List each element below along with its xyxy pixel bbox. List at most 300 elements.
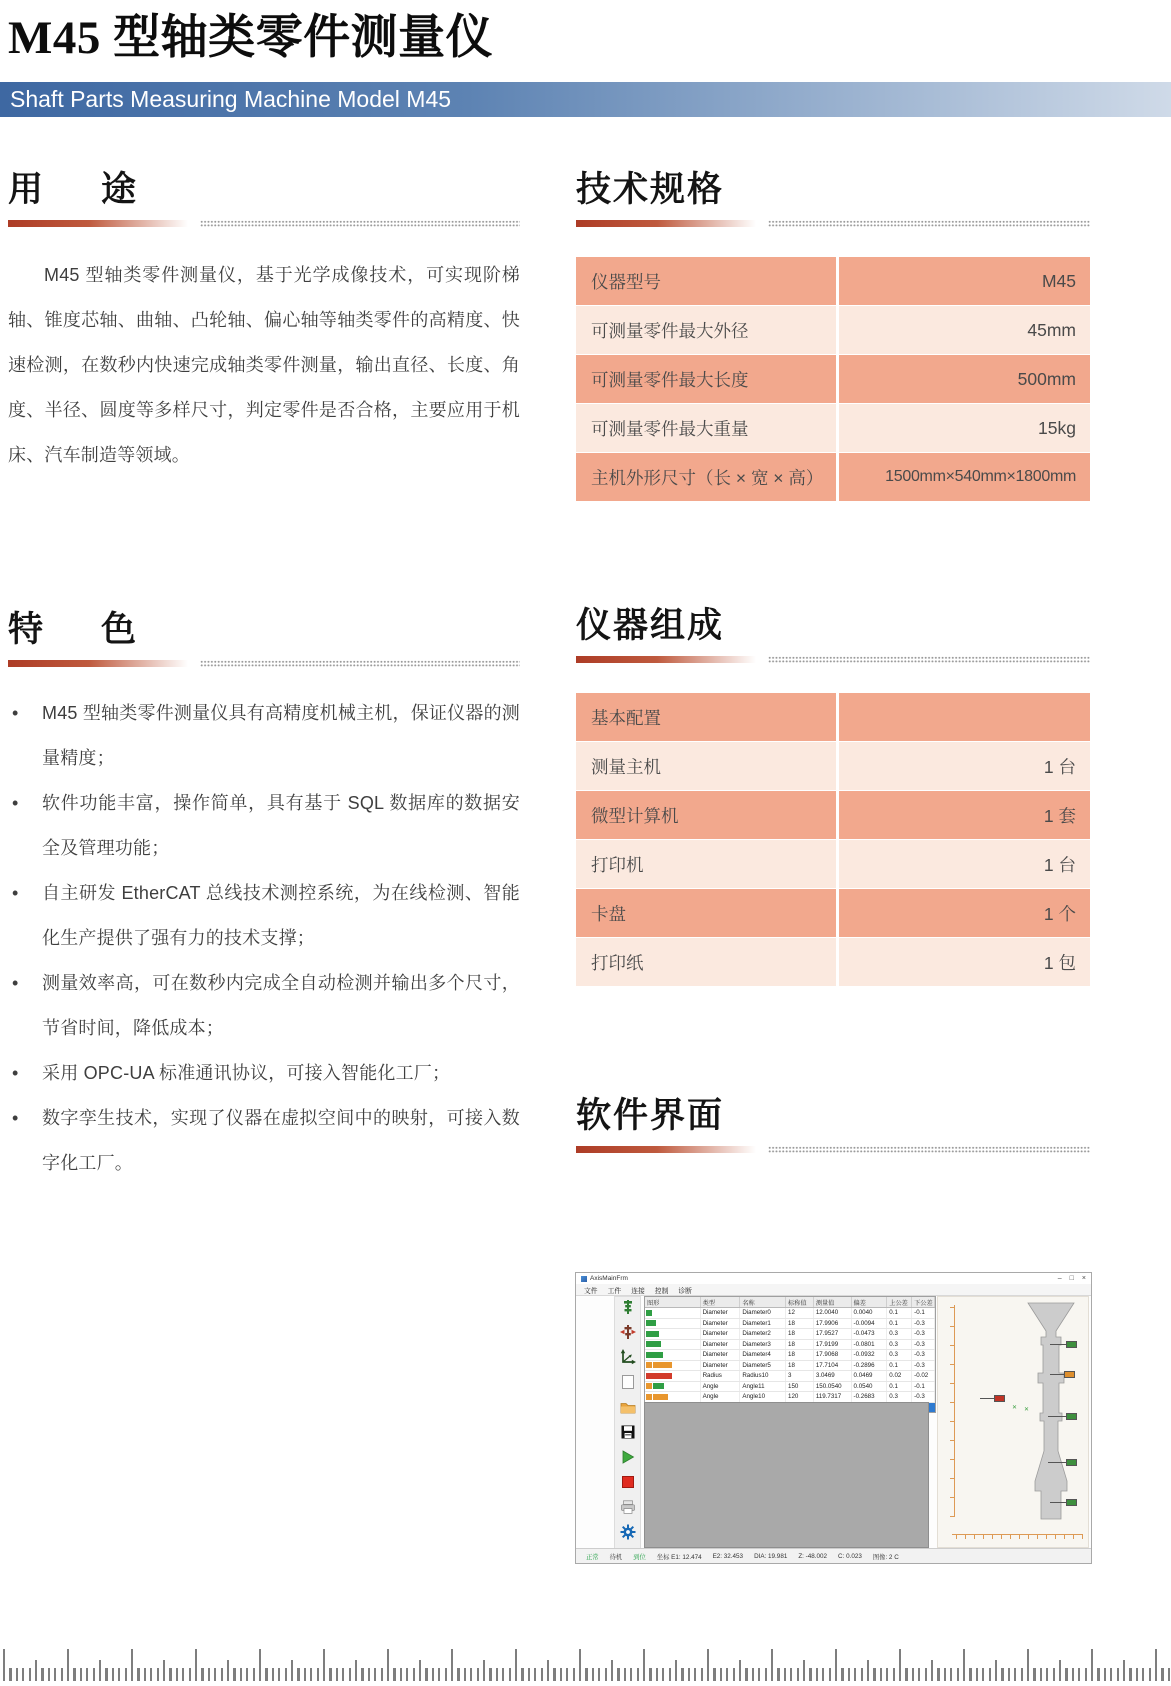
bullet-icon: • — [12, 1108, 19, 1128]
ruler-tick — [41, 1668, 43, 1681]
ruler-tick — [694, 1668, 696, 1681]
ruler-tick — [329, 1668, 331, 1681]
row-label: 主机外形尺寸（长 × 宽 × 高） — [576, 453, 836, 501]
dimension-line — [1050, 1502, 1066, 1503]
ruler-tick — [541, 1668, 543, 1681]
ruler-tick — [400, 1668, 402, 1681]
feature-text: M45 型轴类零件测量仪具有高精度机械主机，保证仪器的测量精度； — [42, 703, 520, 768]
y-axis-tick — [950, 1326, 955, 1327]
x-axis-tick — [983, 1534, 984, 1539]
nominal-cell: 18 — [786, 1350, 814, 1360]
measured-cell: 12.0040 — [814, 1308, 852, 1318]
table-row — [576, 938, 1090, 986]
deviation-bar — [653, 1383, 664, 1389]
specs-rule — [576, 219, 1090, 227]
ruler-tick — [35, 1660, 37, 1681]
row-label: 可测量零件最大重量 — [576, 404, 836, 452]
bullet-icon: • — [12, 883, 19, 903]
measurement-row[interactable] — [645, 1340, 935, 1351]
y-axis-tick — [950, 1421, 955, 1422]
ruler-tick — [342, 1668, 344, 1681]
ruler-tick — [406, 1668, 408, 1681]
shaft-align-icon[interactable] — [620, 1324, 636, 1340]
ruler-tick — [1097, 1668, 1099, 1681]
ruler-tick — [643, 1649, 645, 1681]
dimension-line — [980, 1398, 994, 1399]
specs-title: 技术规格 — [576, 170, 725, 209]
upper-tol-cell: 0.1 — [887, 1361, 912, 1371]
column-header: 名称 — [740, 1297, 786, 1307]
x-axis-tick — [956, 1534, 957, 1539]
ruler-tick — [208, 1668, 210, 1681]
ruler-tick — [483, 1660, 485, 1681]
dimension-badge-green — [1066, 1413, 1077, 1420]
ruler-tick — [1046, 1668, 1048, 1681]
ruler-tick — [99, 1660, 101, 1681]
ruler-tick — [240, 1668, 242, 1681]
ruler-tick — [393, 1668, 395, 1681]
nominal-cell: 18 — [786, 1340, 814, 1350]
bullet-icon: • — [12, 973, 19, 993]
ruler-tick — [253, 1668, 255, 1681]
x-axis-tick — [1010, 1534, 1011, 1539]
dimension-line — [1050, 1344, 1066, 1345]
deviation-cell: -0.0473 — [852, 1329, 888, 1339]
ruler-tick — [67, 1649, 69, 1681]
features-title-char1: 特 — [8, 610, 44, 649]
section-features — [8, 608, 520, 1186]
section-specs — [576, 168, 1090, 502]
deviation-bar — [646, 1341, 661, 1347]
ruler-tick — [48, 1668, 50, 1681]
window-buttons — [1058, 1275, 1086, 1282]
deviation-bar-cell — [645, 1329, 701, 1339]
ruler-tick — [1117, 1668, 1119, 1681]
lower-tol-cell: -0.3 — [912, 1361, 935, 1371]
ruler-tick — [758, 1668, 760, 1681]
deviation-bar — [646, 1373, 672, 1379]
ruler-tick — [29, 1668, 31, 1681]
x-axis-tick — [992, 1534, 993, 1539]
gear-icon[interactable] — [620, 1524, 636, 1540]
ruler-tick — [157, 1668, 159, 1681]
ruler-tick — [617, 1668, 619, 1681]
ruler-tick — [80, 1668, 82, 1681]
usage-rule — [8, 219, 520, 227]
column-header: 类型 — [701, 1297, 741, 1307]
camera-view — [644, 1402, 929, 1548]
ruler-tick — [361, 1668, 363, 1681]
table-header-row — [645, 1297, 935, 1308]
menu-item[interactable]: 文件 — [584, 1287, 598, 1295]
name-cell: Angle10 — [740, 1392, 786, 1402]
ruler-tick — [720, 1668, 722, 1681]
type-cell: Radius — [701, 1371, 741, 1381]
folder-open-icon[interactable] — [620, 1399, 636, 1415]
measurement-row[interactable] — [645, 1361, 935, 1372]
subtitle-banner — [0, 82, 1171, 117]
row-value: 1 套 — [839, 791, 1090, 839]
upper-tol-cell: 0.3 — [887, 1329, 912, 1339]
ruler-tick — [169, 1668, 171, 1681]
measurement-row[interactable] — [645, 1392, 935, 1403]
measurement-row[interactable] — [645, 1350, 935, 1361]
ruler-tick — [560, 1668, 562, 1681]
ruler-tick — [1142, 1668, 1144, 1681]
row-label: 基本配置 — [576, 693, 836, 741]
ruler-tick — [201, 1668, 203, 1681]
ruler-tick — [1008, 1668, 1010, 1681]
rule-dots — [768, 220, 1090, 227]
status-item: 到位 — [633, 1553, 646, 1561]
table-row — [576, 889, 1090, 937]
ruler-tick — [502, 1668, 504, 1681]
ruler-tick — [649, 1668, 651, 1681]
ruler-tick — [937, 1668, 939, 1681]
y-axis-tick — [950, 1402, 955, 1403]
menu-item[interactable]: 诊断 — [678, 1287, 692, 1295]
ruler-tick — [899, 1649, 901, 1681]
stepped-shaft-icon[interactable] — [620, 1299, 636, 1315]
menu-item[interactable]: 连接 — [631, 1287, 645, 1295]
ruler-tick — [477, 1668, 479, 1681]
ruler-tick — [310, 1668, 312, 1681]
ruler-tick — [189, 1668, 191, 1681]
ruler-tick — [1091, 1649, 1093, 1681]
ruler-tick — [214, 1668, 216, 1681]
ruler-tick — [688, 1668, 690, 1681]
lower-tol-cell: -0.3 — [912, 1319, 935, 1329]
blank-page-icon[interactable] — [620, 1374, 636, 1390]
ruler-tick — [419, 1660, 421, 1681]
column-header: 偏差 — [852, 1297, 888, 1307]
deviation-bar — [646, 1310, 652, 1316]
ruler-tick — [777, 1668, 779, 1681]
ruler-tick — [553, 1668, 555, 1681]
minimize-button[interactable]: – — [1057, 1275, 1062, 1282]
feature-text: 采用 OPC-UA 标准通讯协议，可接入智能化工厂； — [42, 1063, 451, 1083]
table-row — [576, 453, 1090, 501]
ruler-tick — [573, 1668, 575, 1681]
row-label: 可测量零件最大长度 — [576, 355, 836, 403]
type-cell: Angle — [701, 1392, 741, 1402]
ruler-tick — [278, 1668, 280, 1681]
ruler-tick — [413, 1668, 415, 1681]
dimension-badge-orange — [1064, 1371, 1075, 1378]
ruler-tick — [150, 1668, 152, 1681]
nominal-cell: 120 — [786, 1392, 814, 1402]
features-title-char2: 色 — [100, 610, 136, 649]
rule-dots — [200, 220, 520, 227]
ruler-tick — [624, 1668, 626, 1681]
section-software — [576, 1094, 1090, 1153]
ruler-tick — [1129, 1668, 1131, 1681]
features-title — [8, 608, 136, 652]
status-item: 待机 — [609, 1553, 623, 1561]
measured-cell: 17.9068 — [814, 1350, 852, 1360]
feature-text: 测量效率高，可在数秒内完成全自动检测并输出多个尺寸，节省时间，降低成本； — [42, 973, 520, 1038]
ruler-tick — [137, 1668, 139, 1681]
ruler-tick — [1053, 1668, 1055, 1681]
name-cell: Angle11 — [740, 1382, 786, 1392]
column-header: 上公差 — [887, 1297, 912, 1307]
ruler-tick — [54, 1668, 56, 1681]
ruler-tick — [797, 1668, 799, 1681]
ruler-tick — [176, 1668, 178, 1681]
ruler-tick — [368, 1668, 370, 1681]
status-item: 坐标 E1: 12.474 — [656, 1553, 702, 1561]
column-header: 测量值 — [814, 1297, 852, 1307]
ruler-tick — [592, 1668, 594, 1681]
name-cell: Diameter3 — [740, 1340, 786, 1350]
ruler-tick — [1136, 1668, 1138, 1681]
ruler-tick — [304, 1668, 306, 1681]
ruler-tick — [752, 1668, 754, 1681]
ruler-tick — [221, 1668, 223, 1681]
ruler-tick — [873, 1668, 875, 1681]
ruler-tick — [425, 1668, 427, 1681]
status-item: Z: -48.002 — [798, 1552, 828, 1560]
measurement-row[interactable] — [645, 1329, 935, 1340]
table-row — [576, 791, 1090, 839]
ruler-tick — [457, 1668, 459, 1681]
ruler-tick — [803, 1660, 805, 1681]
x-axis-tick — [1001, 1534, 1002, 1539]
axes-icon[interactable] — [620, 1349, 636, 1365]
ruler-tick — [905, 1668, 907, 1681]
composition-rule — [576, 655, 1090, 663]
measured-cell: 17.7104 — [814, 1361, 852, 1371]
deviation-bar-cell — [645, 1350, 701, 1360]
x-axis-tick — [1073, 1534, 1074, 1539]
deviation-cell: 0.0469 — [852, 1371, 888, 1381]
measurement-row[interactable] — [645, 1371, 935, 1382]
features-list — [8, 691, 520, 1186]
x-axis-tick — [1028, 1534, 1029, 1539]
ruler-tick — [470, 1668, 472, 1681]
printer-icon[interactable] — [620, 1499, 636, 1515]
y-axis-tick — [950, 1516, 955, 1517]
nominal-cell: 18 — [786, 1361, 814, 1371]
ruler-tick — [182, 1668, 184, 1681]
ruler-tick — [1027, 1649, 1029, 1681]
nominal-cell: 3 — [786, 1371, 814, 1381]
window-title: AxisMainFrm — [590, 1275, 628, 1282]
ruler-tick — [528, 1668, 530, 1681]
row-value: 1 台 — [839, 840, 1090, 888]
bullet-icon: • — [12, 703, 19, 723]
row-label: 可测量零件最大外径 — [576, 306, 836, 354]
feature-item — [8, 961, 520, 1051]
deviation-bar — [646, 1352, 663, 1358]
y-axis-tick — [950, 1478, 955, 1479]
ruler-tick — [86, 1668, 88, 1681]
menu-item[interactable]: 控制 — [654, 1287, 669, 1295]
ruler-tick — [61, 1668, 63, 1681]
y-axis-tick — [950, 1440, 955, 1441]
table-row — [576, 693, 1090, 741]
ruler-tick — [886, 1668, 888, 1681]
dimension-badge-red — [994, 1395, 1005, 1402]
deviation-bar — [646, 1320, 656, 1326]
ruler-tick — [265, 1668, 267, 1681]
ruler-tick — [93, 1668, 95, 1681]
row-label: 仪器型号 — [576, 257, 836, 305]
measured-cell: 3.0469 — [814, 1371, 852, 1381]
row-label: 微型计算机 — [576, 791, 836, 839]
type-cell: Diameter — [701, 1361, 741, 1371]
ruler-tick — [637, 1668, 639, 1681]
type-cell: Diameter — [701, 1308, 741, 1318]
measurement-row[interactable] — [645, 1308, 935, 1319]
ruler-tick — [1085, 1668, 1087, 1681]
section-usage — [8, 168, 520, 478]
ruler-tick — [995, 1660, 997, 1681]
nominal-cell: 150 — [786, 1382, 814, 1392]
usage-paragraph: M45 型轴类零件测量仪，基于光学成像技术，可实现阶梯轴、锥度芯轴、曲轴、凸轮轴、偏心轴等轴类零件的高精度、快速检测，在数秒内快速完成轴类零件测量，输出直径、长度、角度、半径、圆度等多样尺寸，判定零件是否合格，主要应用于机床、汽车制造等领域。 — [8, 265, 520, 465]
ruler-tick — [445, 1668, 447, 1681]
x-axis-tick — [1046, 1534, 1047, 1539]
software-rule — [576, 1145, 1090, 1153]
nominal-cell: 18 — [786, 1319, 814, 1329]
software-window — [575, 1272, 1092, 1564]
usage-title-char1: 用 — [8, 170, 44, 209]
rule-dots — [200, 660, 520, 667]
x-mark-icon: ✕ — [1012, 1405, 1018, 1411]
status-item: 正常 — [586, 1553, 599, 1561]
status-item: C: 0.023 — [838, 1552, 862, 1560]
ruler-tick — [451, 1649, 453, 1681]
ruler-tick — [925, 1668, 927, 1681]
decorative-ruler — [0, 1634, 1171, 1686]
bullet-icon: • — [12, 793, 19, 813]
ruler-tick — [22, 1668, 24, 1681]
ruler-tick — [944, 1668, 946, 1681]
dimension-line — [1048, 1462, 1066, 1463]
row-label: 打印纸 — [576, 938, 836, 986]
toolbar — [614, 1296, 641, 1549]
ruler-tick — [969, 1668, 971, 1681]
ruler-tick — [438, 1668, 440, 1681]
ruler-tick — [662, 1668, 664, 1681]
type-cell: Diameter — [701, 1329, 741, 1339]
ruler-tick — [9, 1668, 11, 1681]
ruler-tick — [630, 1668, 632, 1681]
ruler-tick — [291, 1660, 293, 1681]
ruler-tick — [1033, 1668, 1035, 1681]
ruler-tick — [713, 1668, 715, 1681]
deviation-bar-cell — [645, 1319, 701, 1329]
ruler-tick — [950, 1668, 952, 1681]
ruler-tick — [323, 1649, 325, 1681]
ruler-tick — [163, 1660, 165, 1681]
upper-tol-cell: 0.1 — [887, 1308, 912, 1318]
upper-tol-cell: 0.3 — [887, 1392, 912, 1402]
close-button[interactable]: × — [1081, 1275, 1086, 1282]
ruler-tick — [701, 1668, 703, 1681]
ruler-tick — [509, 1668, 511, 1681]
ruler-tick — [195, 1649, 197, 1681]
row-value: 45mm — [839, 306, 1090, 354]
ruler-tick — [118, 1668, 120, 1681]
menu-item[interactable]: 工件 — [607, 1287, 622, 1295]
save-icon[interactable] — [620, 1424, 636, 1440]
upper-tol-cell: 0.02 — [887, 1371, 912, 1381]
ruler-tick — [349, 1668, 351, 1681]
ruler-tick — [784, 1668, 786, 1681]
ruler-tick — [918, 1668, 920, 1681]
deviation-cell: -0.0801 — [852, 1340, 888, 1350]
rule-dots — [768, 656, 1090, 663]
ruler-tick — [790, 1668, 792, 1681]
ruler-tick — [131, 1649, 133, 1681]
ruler-tick — [496, 1668, 498, 1681]
x-axis-tick — [965, 1534, 966, 1539]
row-label: 打印机 — [576, 840, 836, 888]
tolerance-flag — [646, 1362, 652, 1368]
row-value: M45 — [839, 257, 1090, 305]
x-axis-tick — [1064, 1534, 1065, 1539]
maximize-button[interactable]: □ — [1069, 1275, 1074, 1282]
ruler-tick — [611, 1660, 613, 1681]
ruler-tick — [982, 1668, 984, 1681]
lower-tol-cell: -0.02 — [912, 1371, 935, 1381]
status-item: 图像: 2 C — [872, 1553, 899, 1561]
ruler-tick — [656, 1668, 658, 1681]
ruler-tick — [566, 1668, 568, 1681]
measured-cell: 150.0540 — [814, 1382, 852, 1392]
graph-x-axis — [952, 1534, 1082, 1535]
measurement-row[interactable] — [645, 1382, 935, 1393]
deviation-cell: -0.0094 — [852, 1319, 888, 1329]
ruler-tick — [259, 1649, 261, 1681]
measurement-table — [644, 1296, 936, 1413]
subtitle-text: Shaft Parts Measuring Machine Model M45 — [10, 86, 452, 112]
feature-item — [8, 871, 520, 961]
status-item: DIA: 19.981 — [754, 1552, 788, 1560]
ruler-tick — [829, 1668, 831, 1681]
play-icon[interactable] — [620, 1449, 636, 1465]
ruler-tick — [893, 1668, 895, 1681]
row-label: 卡盘 — [576, 889, 836, 937]
ruler-tick — [125, 1668, 127, 1681]
ruler-tick — [989, 1668, 991, 1681]
measurement-row[interactable] — [645, 1319, 935, 1330]
row-value: 1500mm×540mm×1800mm — [839, 453, 1090, 501]
ruler-tick — [579, 1649, 581, 1681]
ruler-tick — [1168, 1668, 1170, 1681]
tolerance-flag — [646, 1383, 652, 1389]
dimension-badge-green — [1066, 1341, 1077, 1348]
name-cell: Radius10 — [740, 1371, 786, 1381]
ruler-tick — [733, 1668, 735, 1681]
ruler-tick — [1001, 1668, 1003, 1681]
name-cell: Diameter0 — [740, 1308, 786, 1318]
stop-icon[interactable] — [620, 1474, 636, 1490]
lower-tol-cell: -0.3 — [912, 1329, 935, 1339]
ruler-tick — [112, 1668, 114, 1681]
table-row — [576, 840, 1090, 888]
composition-title: 仪器组成 — [576, 606, 725, 645]
deviation-bar-cell — [645, 1392, 701, 1402]
ruler-tick — [1078, 1668, 1080, 1681]
row-value: 1 包 — [839, 938, 1090, 986]
lower-tol-cell: -0.3 — [912, 1340, 935, 1350]
dimension-badge-green — [1066, 1459, 1077, 1466]
ruler-tick — [374, 1668, 376, 1681]
ruler-tick — [387, 1649, 389, 1681]
ruler-tick — [297, 1668, 299, 1681]
